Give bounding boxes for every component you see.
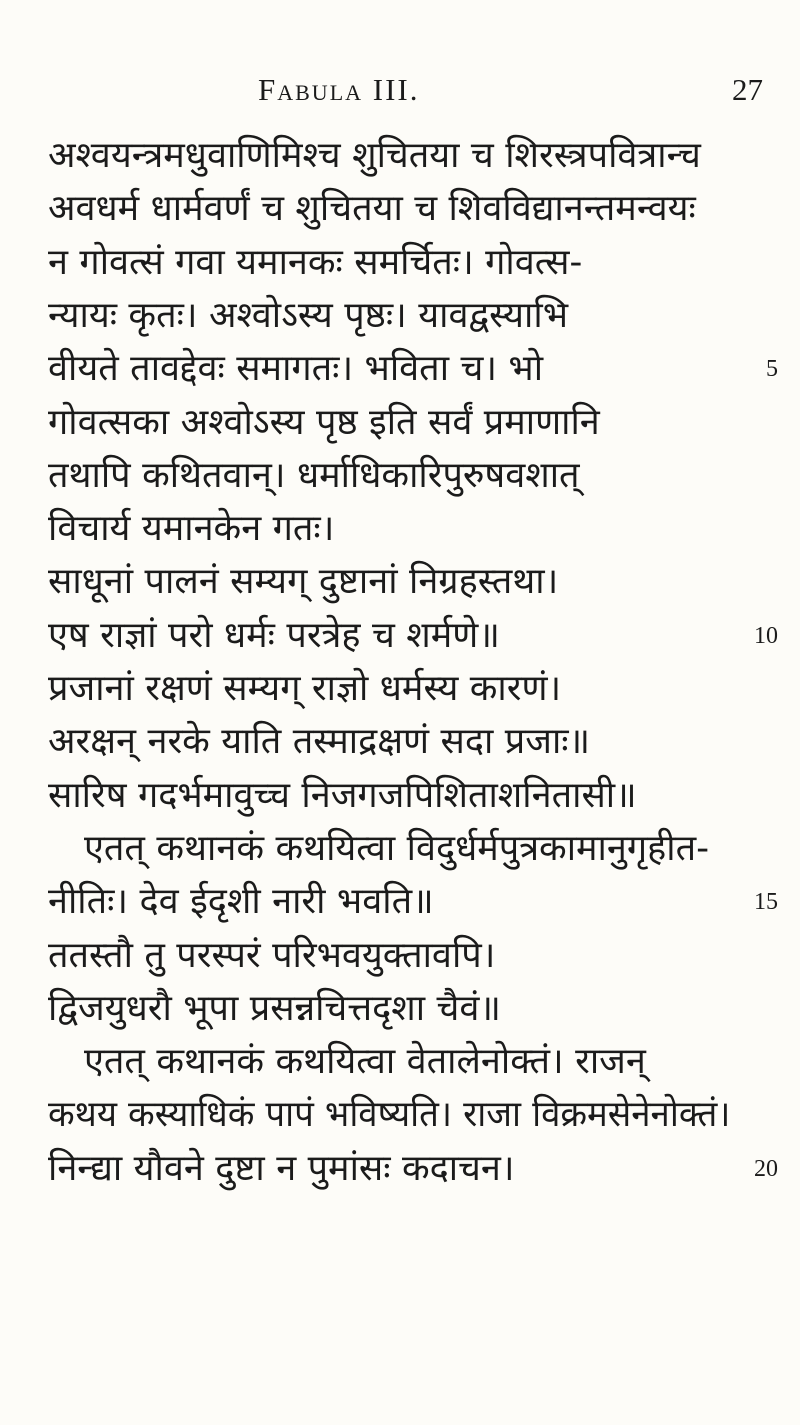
line-number: 15 <box>754 889 778 916</box>
line-number: 20 <box>754 1155 778 1182</box>
text-line: द्विजयुधरौ भूपा प्रसन्नचित्तदृशा चैवं॥ <box>48 987 501 1029</box>
text-line: गोवत्सका अश्वोऽस्य पृष्ठ इति सर्वं प्रमाणानि <box>48 401 600 443</box>
text-line: अवधर्म धार्मवर्णं च शुचितया च शिवविद्यानन्तमन्वयः <box>48 188 696 230</box>
page-header <box>0 72 800 112</box>
text-line: एतत् कथानकं कथयित्वा वेतालेनोक्तं। राजन् <box>84 1041 646 1083</box>
text-line: सारिष गदर्भमावुच्च निजगजपिशिताशनितासी॥ <box>48 774 637 816</box>
text-line: न गोवत्सं गवा यमानकः समर्चितः। गोवत्स- <box>48 241 583 283</box>
text-line: विचार्य यमानकेन गतः। <box>48 508 335 550</box>
text-line: अश्वयन्त्रमधुवाणिमिश्च शुचितया च शिरस्त्रपवित्रान्च <box>48 135 701 176</box>
text-line: कथय कस्याधिकं पापं भविष्यति। राजा विक्रमसेनेनोक्तं। <box>48 1094 731 1136</box>
text-line: एतत् कथानकं कथयित्वा विदुर्धर्मपुत्रकामानुगृहीत- <box>84 827 710 869</box>
page-number: 27 <box>732 72 763 107</box>
text-line: एष राज्ञां परो धर्मः परत्रेह च शर्मणे॥ <box>48 614 500 656</box>
line-number: 5 <box>766 356 778 383</box>
text-line: वीयते तावद्देवः समागतः। भविता च। भो <box>48 348 544 390</box>
text-line: नीतिः। देव ईदृशी नारी भवति॥ <box>48 881 434 923</box>
text-line: न्यायः कृतः। अश्वोऽस्य पृष्ठः। यावद्वस्याभि <box>48 294 569 336</box>
text-line: प्रजानां रक्षणं सम्यग् राज्ञो धर्मस्य कारणं। <box>48 668 562 709</box>
text-line: निन्द्या यौवने दुष्टा न पुमांसः कदाचन। <box>48 1147 515 1189</box>
text-line: अरक्षन् नरके याति तस्माद्रक्षणं सदा प्रजाः॥ <box>48 721 591 763</box>
line-number: 10 <box>754 622 778 649</box>
text-line: ततस्तौ तु परस्परं परिभवयुक्तावपि। <box>48 934 496 976</box>
text-line: तथापि कथितवान्। धर्माधिकारिपुरुषवशात् <box>48 454 580 496</box>
running-title: Fabula III. <box>258 72 420 107</box>
text-line: साधूनां पालनं सम्यग् दुष्टानां निग्रहस्तथा। <box>48 561 559 603</box>
